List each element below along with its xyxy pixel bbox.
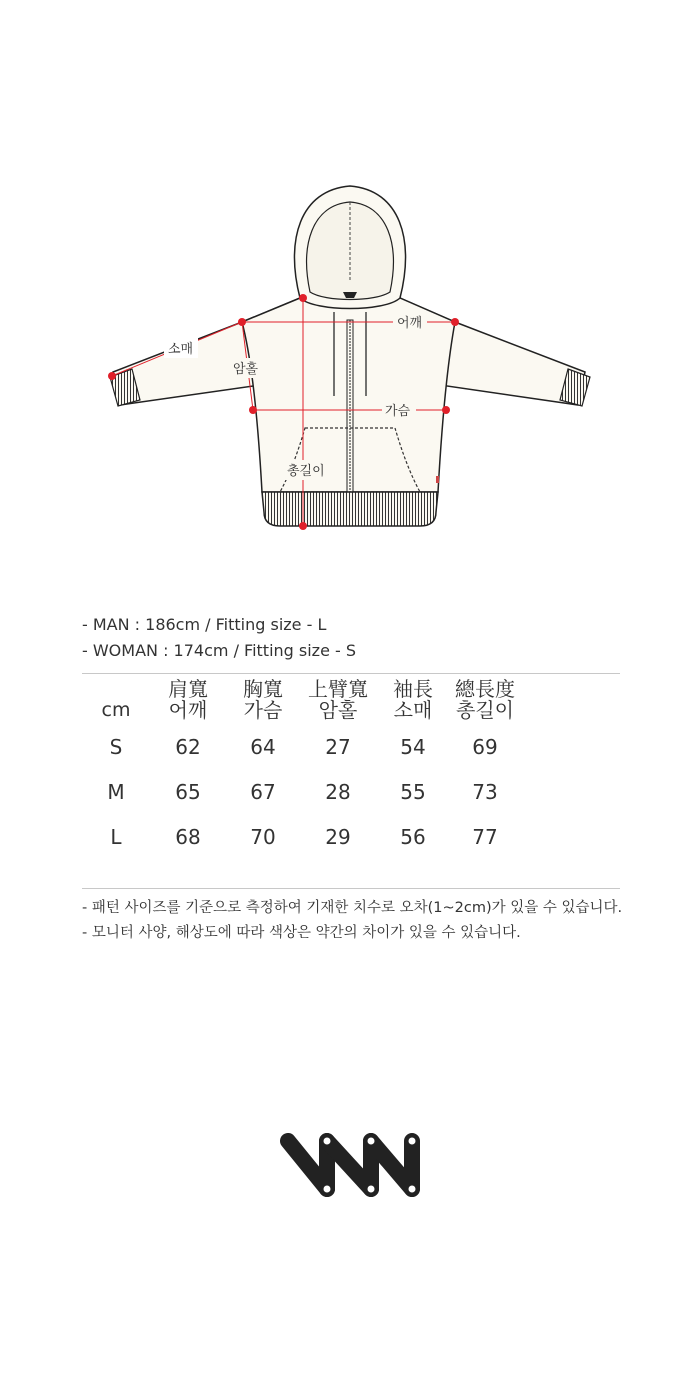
table-cell: 69 (472, 734, 498, 759)
header-sleeve: 袖長 소매 (393, 677, 433, 722)
label-armhole: 암홀 (233, 362, 259, 377)
header-shoulder: 肩寬 어깨 (168, 677, 208, 722)
header-total-length: 總長度 총길이 (455, 677, 515, 722)
size-table (82, 676, 620, 859)
label-chest: 가슴 (385, 404, 411, 419)
label-sleeve: 소매 (168, 342, 194, 357)
table-row (82, 769, 620, 814)
hem-rib (262, 492, 438, 526)
table-cell: 70 (250, 824, 276, 849)
brand-logo-icon (270, 1125, 430, 1205)
marker-length-top (299, 294, 307, 302)
fitting-woman: - WOMAN : 174cm / Fitting size - S (82, 641, 357, 660)
table-cell: 55 (400, 779, 426, 804)
table-cell: 62 (175, 734, 201, 759)
divider-top (82, 673, 620, 674)
note-color-difference: - 모니터 사양, 해상도에 따라 색상은 약간의 차이가 있을 수 있습니다. (82, 925, 521, 941)
marker-chest-left (249, 406, 257, 414)
marker-chest-right (442, 406, 450, 414)
marker-shoulder-right (451, 318, 459, 326)
table-cell: 29 (325, 824, 351, 849)
label-total-length: 총길이 (287, 464, 325, 479)
divider-bottom (82, 888, 620, 889)
table-cell: 28 (325, 779, 351, 804)
table-cell: 56 (400, 824, 426, 849)
size-label: S (109, 734, 123, 759)
table-cell: 54 (400, 734, 426, 759)
marker-length-bottom (299, 522, 307, 530)
marker-sleeve-end (108, 372, 116, 380)
table-cell: 73 (472, 779, 498, 804)
table-cell: 77 (472, 824, 498, 849)
size-table-header (82, 676, 620, 724)
table-row (82, 814, 620, 859)
table-row (82, 724, 620, 769)
note-measurement-tolerance: - 패턴 사이즈를 기준으로 측정하여 기재한 치수로 오차(1~2cm)가 있을 수 있습니다. (82, 900, 623, 916)
label-shoulder: 어깨 (397, 316, 423, 331)
header-armhole: 上臂寬 암홀 (308, 677, 368, 722)
header-chest: 胸寬 가슴 (243, 677, 283, 722)
hood-inner (307, 202, 394, 300)
size-label: M (107, 779, 125, 804)
marker-shoulder-left (238, 318, 246, 326)
size-label: L (110, 824, 122, 849)
table-cell: 68 (175, 824, 201, 849)
table-cell: 27 (325, 734, 351, 759)
header-unit: cm (101, 699, 131, 721)
table-cell: 65 (175, 779, 201, 804)
table-cell: 67 (250, 779, 276, 804)
hoodie-measurement-diagram (0, 0, 700, 560)
table-cell: 64 (250, 734, 276, 759)
fitting-man: - MAN : 186cm / Fitting size - L (82, 615, 327, 634)
